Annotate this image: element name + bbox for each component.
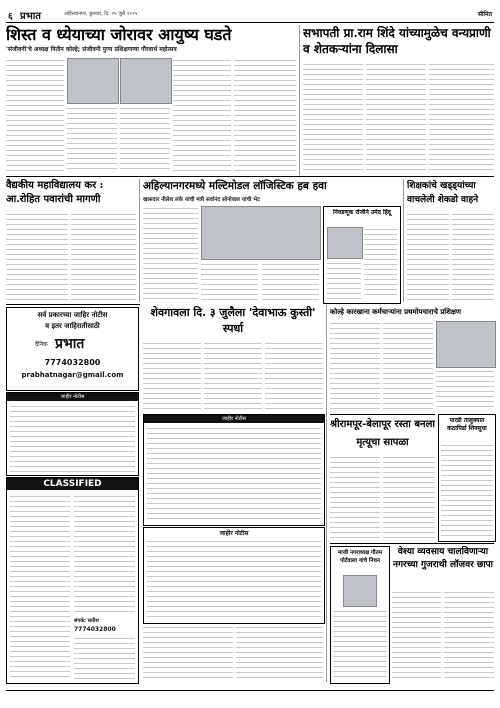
notice-box-left-title: जाहीर नोटीस: [7, 393, 138, 401]
classified-contact-name: संपर्क: सतीश: [74, 618, 99, 624]
obituary-photo: [343, 575, 377, 607]
story-5-body-col2: [452, 212, 494, 302]
story-1-body-col1: [6, 58, 64, 173]
obituary-box: [330, 546, 390, 684]
story-1-photo-right: [120, 58, 172, 104]
story-3-body-col2: [71, 212, 136, 302]
ad-brand-prefix: दैनिक: [35, 341, 48, 348]
obituary-headline: माजी नगराध्यक्ष गौतम पोर्टवाला यांचे निधन: [337, 550, 383, 564]
story-5-headline: शिक्षकांचे खड्ड्यांच्या वाचलेली शेकडो वाहने: [407, 181, 479, 205]
classified-block: [6, 477, 139, 684]
masthead-section: सीमित: [477, 11, 492, 18]
story-5-sidebox-body-2: [327, 261, 361, 299]
notice-box-center-title: जाहीर नोटीस: [144, 415, 324, 423]
story-6-body-col1: [143, 341, 201, 411]
story-1-subheadline: 'संजीवनी'चे अध्यक्ष नितीन कोल्हे; संजीवनी पुण्य प्रशिक्षणन्या गौरवार्थ महोत्सव: [6, 46, 177, 53]
page-number: ६: [8, 12, 13, 22]
ad-email: prabhatnagar@gmail.com: [21, 371, 124, 379]
story-2-headline: सभापती प्रा.राम शिंदे यांच्यामुळेच वन्यप्राणी व शेतकऱ्यांना दिलासा: [303, 26, 491, 56]
story-7-body-col2: [383, 321, 433, 411]
ad-public-notice-line1: सर्व प्रकारच्या जाहिर नोटीस: [37, 311, 108, 319]
ad-phone: 7774032800: [44, 358, 101, 367]
story-2-body-col1: [303, 62, 363, 173]
story-4-subheadline: खासदार नीलेश लंके यांची मंत्री सर्वानंद सोनोवाल यांची भेट: [143, 197, 260, 203]
story-2-body-col3: [429, 62, 494, 173]
story-10-headline: वेश्या व्यवसाय चालविणाऱ्या नगरच्या गुजराथी लॉजवर छापा: [393, 547, 493, 570]
ad-brand: प्रभात: [55, 336, 85, 352]
notice-box-center: [143, 414, 325, 526]
story-1-body-col3: [120, 106, 170, 173]
story-11-box: [438, 414, 496, 542]
story-8-body-col2: [383, 455, 435, 540]
story-3-headline: वैद्यकीय महाविद्यालय कर : आ.रोहित पवारांची मागणी: [6, 180, 104, 205]
story-4-body-col2: [201, 262, 258, 302]
story-7-headline: कोल्हे कारखाना कर्मचाऱ्यांना प्रथमोपचाराचे प्रशिक्षण: [330, 307, 461, 316]
story-5-sidebox: [323, 206, 401, 304]
notice-center-4: [236, 625, 323, 682]
story-1-body-col5: [234, 58, 296, 173]
story-8-body-col1: [330, 455, 380, 540]
ad-public-notice-line2: व इतर जाहिरातीसाठी: [45, 322, 100, 330]
story-3-body-col1: [6, 212, 68, 302]
story-4-headline: अहिल्यानगरमध्ये मल्टिमोडल लॉजिस्टिक हब हवा: [143, 180, 327, 192]
masthead-edition: अहिल्यानगर, बुधवार, दि. २५ जुलै २०२५: [64, 11, 138, 17]
story-4-photo: [201, 206, 321, 260]
notice-box-center-2-title: जाहीर नोटीस: [219, 530, 249, 537]
story-6-headline: शेवगावला दि. ३ जुलैला 'देवाभाऊ कुस्ती' स्पर्धा: [150, 306, 316, 335]
story-6-body-col2: [204, 341, 262, 411]
story-4-body-col3: [262, 262, 319, 302]
classified-contact-phone: 7774032800: [74, 626, 116, 633]
masthead: [6, 8, 494, 22]
story-2-body-col2: [366, 62, 426, 173]
classified-header: CLASSIFIED: [7, 478, 138, 490]
story-1-photo-left: [67, 58, 119, 104]
masthead-logo: प्रभात: [20, 11, 42, 22]
story-7-body-col1: [330, 321, 380, 411]
story-5-sidebox-title: निवडणूक रोजीने उमेद हिंदू: [333, 209, 391, 216]
story-1-body-col4: [173, 58, 231, 173]
story-5-sidebox-photo: [327, 227, 363, 259]
story-8-headline: श्रीरामपूर-बेलापूर रस्ता बनला मृत्यूचा सापळा: [330, 419, 435, 448]
story-10-body-col2: [444, 590, 494, 682]
story-4-body-col1: [143, 206, 198, 302]
story-6-body-col3: [265, 341, 323, 411]
notice-box-left: [6, 392, 139, 476]
notice-center-3: [143, 625, 233, 682]
ad-public-notice: [6, 307, 139, 391]
notice-box-center-2: [143, 527, 325, 624]
story-7-body-col3: [436, 369, 494, 411]
story-5-body-col1: [407, 212, 449, 302]
story-7-photo: [436, 321, 496, 368]
story-1-body-col2: [67, 106, 117, 173]
story-11-headline: पारडी तालुक्यात कठापिर्डा शिवसुधा: [447, 417, 487, 432]
story-1-headline: शिस्त व ध्येयाच्या जोरावर आयुष्य घडते: [6, 25, 232, 44]
story-10-body-col1: [392, 590, 441, 682]
story-5-sidebox-body: [364, 227, 397, 299]
